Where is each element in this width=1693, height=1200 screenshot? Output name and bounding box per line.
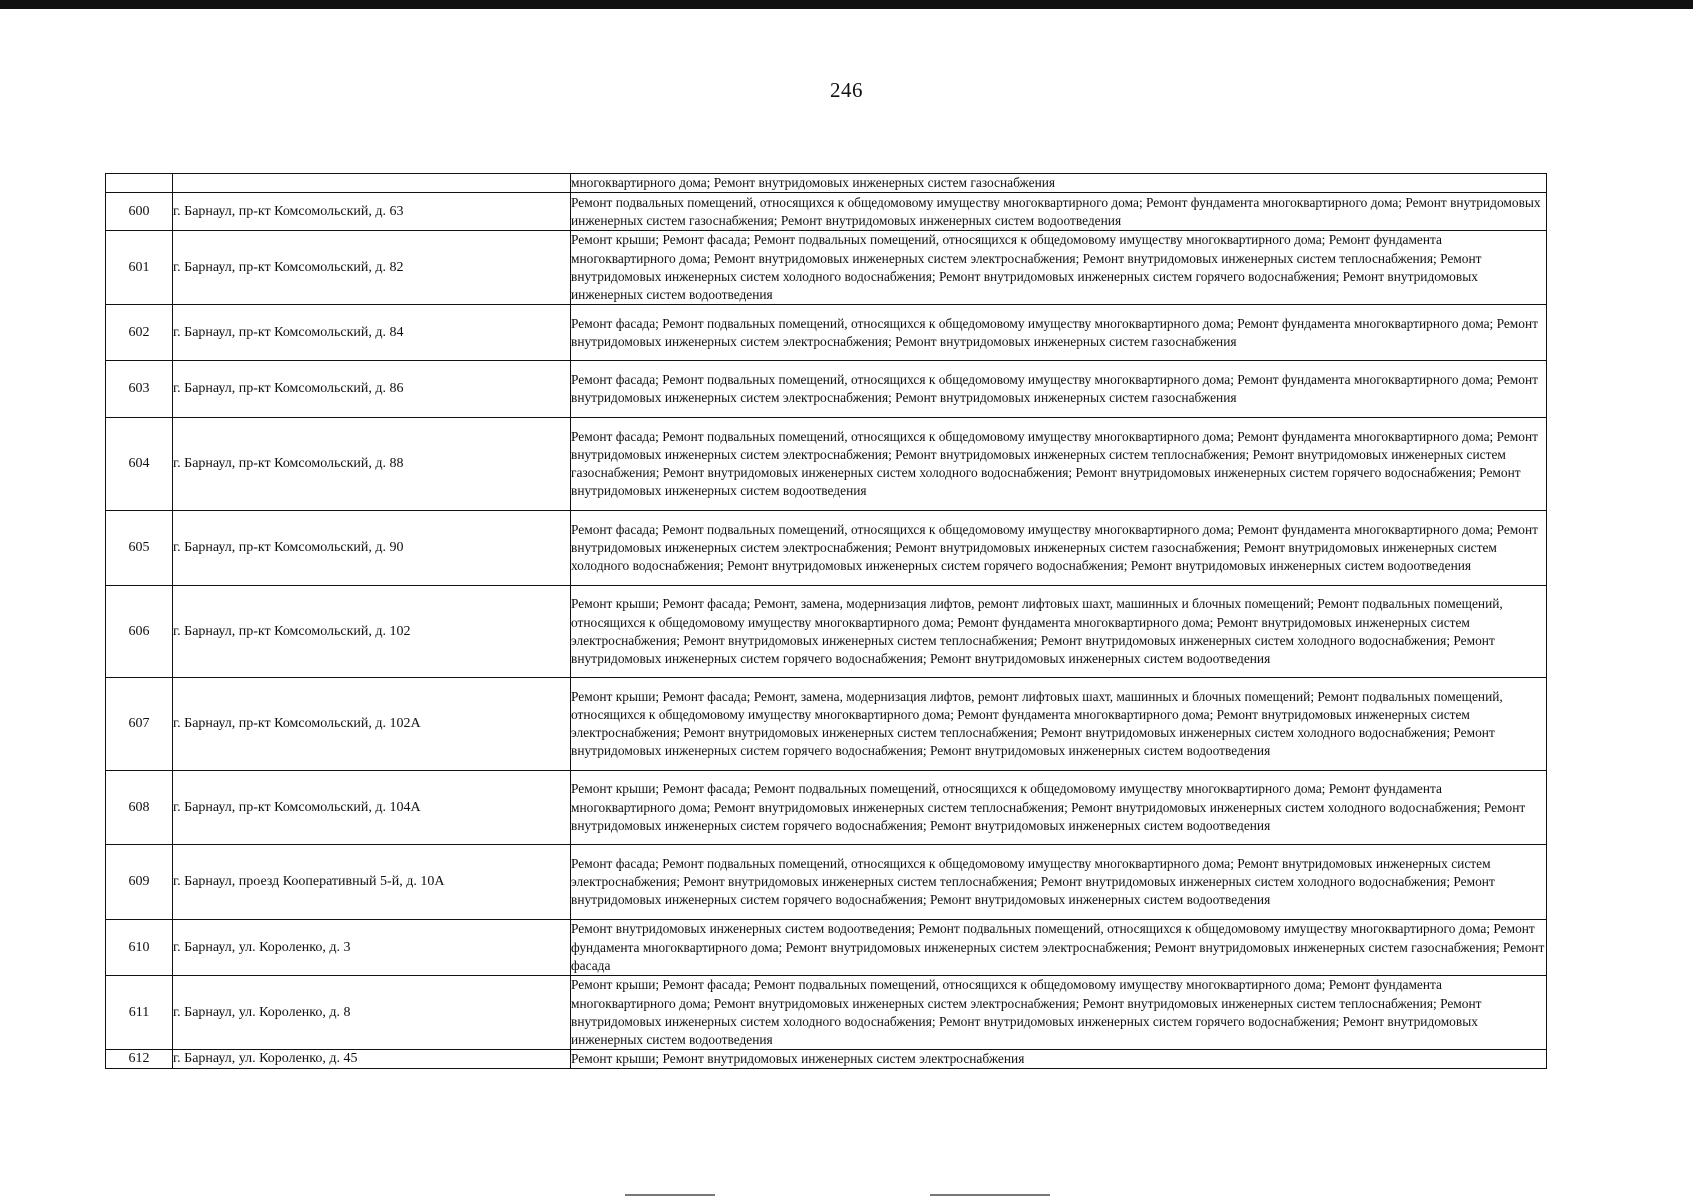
table-row [106,231,1547,305]
table-row [106,586,1547,678]
row-works: Ремонт крыши; Ремонт фасада; Ремонт, замена, модернизация лифтов, ремонт лифтовых шахт, машинных и блочных помещений; Ремонт подвальных помещений, относящихся к общедомовому имуществу многоквартирного дома; Ремонт фундамента многоквартирного дома; Ремонт внутридомовых инженерных систем электроснабжения; Ремонт внутридомовых инженерных систем теплоснабжения; Ремонт внутридомовых инженерных систем холодного водоснабжения; Ремонт внутридомовых инженерных систем горячего водоснабжения; Ремонт внутридомовых инженерных систем водоотведения [571,678,1547,771]
page-number: 246 [830,78,863,102]
row-number: 608 [106,771,173,845]
row-number: 612 [106,1050,173,1069]
row-number: 605 [106,511,173,586]
row-number: 602 [106,305,173,361]
row-works: Ремонт крыши; Ремонт фасада; Ремонт подвальных помещений, относящихся к общедомовому имуществу многоквартирного дома; Ремонт фундамента многоквартирного дома; Ремонт внутридомовых инженерных систем теплоснабжения; Ремонт внутридомовых инженерных систем холодного водоснабжения; Ремонт внутридомовых инженерных систем горячего водоснабжения; Ремонт внутридомовых инженерных систем водоотведения [571,771,1547,845]
row-address: г. Барнаул, ул. Короленко, д. 8 [173,976,571,1050]
row-works: Ремонт крыши; Ремонт фасада; Ремонт подвальных помещений, относящихся к общедомовому имуществу многоквартирного дома; Ремонт фундамента многоквартирного дома; Ремонт внутридомовых инженерных систем электроснабжения; Ремонт внутридомовых инженерных систем теплоснабжения; Ремонт внутридомовых инженерных систем холодного водоснабжения; Ремонт внутридомовых инженерных систем горячего водоснабжения; Ремонт внутридомовых инженерных систем водоотведения [571,976,1547,1050]
row-number: 611 [106,976,173,1050]
repair-works-table [105,173,1547,1069]
table-row [106,418,1547,511]
row-works: Ремонт фасада; Ремонт подвальных помещений, относящихся к общедомовому имуществу многоквартирного дома; Ремонт фундамента многоквартирного дома; Ремонт внутридомовых инженерных систем электроснабжения; Ремонт внутридомовых инженерных систем теплоснабжения; Ремонт внутридомовых инженерных систем газоснабжения; Ремонт внутридомовых инженерных систем холодного водоснабжения; Ремонт внутридомовых инженерных систем горячего водоснабжения; Ремонт внутридомовых инженерных систем водоотведения [571,418,1547,511]
row-number: 600 [106,193,173,231]
row-works: Ремонт внутридомовых инженерных систем водоотведения; Ремонт подвальных помещений, относящихся к общедомовому имуществу многоквартирного дома; Ремонт фундамента многоквартирного дома; Ремонт внутридомовых инженерных систем электроснабжения; Ремонт внутридомовых инженерных систем газоснабжения; Ремонт фасада [571,920,1547,976]
table-row [106,845,1547,920]
row-works: Ремонт фасада; Ремонт подвальных помещений, относящихся к общедомовому имуществу многоквартирного дома; Ремонт фундамента многоквартирного дома; Ремонт внутридомовых инженерных систем электроснабжения; Ремонт внутридомовых инженерных систем газоснабжения; Ремонт внутридомовых инженерных систем холодного водоснабжения; Ремонт внутридомовых инженерных систем горячего водоснабжения; Ремонт внутридомовых инженерных систем водоотведения [571,511,1547,586]
table-row [106,511,1547,586]
table-row [106,920,1547,976]
row-address: г. Барнаул, проезд Кооперативный 5-й, д. 10А [173,845,571,920]
row-number: 601 [106,231,173,305]
table-row [106,771,1547,845]
row-works: Ремонт крыши; Ремонт фасада; Ремонт, замена, модернизация лифтов, ремонт лифтовых шахт, машинных и блочных помещений; Ремонт подвальных помещений, относящихся к общедомовому имуществу многоквартирного дома; Ремонт фундамента многоквартирного дома; Ремонт внутридомовых инженерных систем электроснабжения; Ремонт внутридомовых инженерных систем теплоснабжения; Ремонт внутридомовых инженерных систем холодного водоснабжения; Ремонт внутридомовых инженерных систем горячего водоснабжения; Ремонт внутридомовых инженерных систем водоотведения [571,586,1547,678]
row-number [106,174,173,193]
row-works: Ремонт крыши; Ремонт внутридомовых инженерных систем электроснабжения [571,1050,1547,1069]
scan-mark [930,1194,1050,1196]
row-works: Ремонт фасада; Ремонт подвальных помещений, относящихся к общедомовому имуществу многоквартирного дома; Ремонт внутридомовых инженерных систем электроснабжения; Ремонт внутридомовых инженерных систем теплоснабжения; Ремонт внутридомовых инженерных систем холодного водоснабжения; Ремонт внутридомовых инженерных систем горячего водоснабжения; Ремонт внутридомовых инженерных систем водоотведения [571,845,1547,920]
row-address: г. Барнаул, пр-кт Комсомольский, д. 102А [173,678,571,771]
table-row [106,361,1547,418]
row-address [173,174,571,193]
row-address: г. Барнаул, пр-кт Комсомольский, д. 86 [173,361,571,418]
row-works: Ремонт фасада; Ремонт подвальных помещений, относящихся к общедомовому имуществу многоквартирного дома; Ремонт фундамента многоквартирного дома; Ремонт внутридомовых инженерных систем электроснабжения; Ремонт внутридомовых инженерных систем газоснабжения [571,305,1547,361]
row-address: г. Барнаул, ул. Короленко, д. 45 [173,1050,571,1069]
row-address: г. Барнаул, пр-кт Комсомольский, д. 102 [173,586,571,678]
row-number: 609 [106,845,173,920]
row-number: 606 [106,586,173,678]
table-row [106,678,1547,771]
table-row [106,305,1547,361]
row-works: Ремонт фасада; Ремонт подвальных помещений, относящихся к общедомовому имуществу многоквартирного дома; Ремонт фундамента многоквартирного дома; Ремонт внутридомовых инженерных систем электроснабжения; Ремонт внутридомовых инженерных систем газоснабжения [571,361,1547,418]
row-works: Ремонт подвальных помещений, относящихся к общедомовому имуществу многоквартирного дома; Ремонт фундамента многоквартирного дома; Ремонт внутридомовых инженерных систем газоснабжения; Ремонт внутридомовых инженерных систем водоотведения [571,193,1547,231]
row-number: 604 [106,418,173,511]
row-address: г. Барнаул, ул. Короленко, д. 3 [173,920,571,976]
row-works: многоквартирного дома; Ремонт внутридомовых инженерных систем газоснабжения [571,174,1547,193]
row-address: г. Барнаул, пр-кт Комсомольский, д. 84 [173,305,571,361]
row-address: г. Барнаул, пр-кт Комсомольский, д. 104А [173,771,571,845]
row-address: г. Барнаул, пр-кт Комсомольский, д. 82 [173,231,571,305]
row-works: Ремонт крыши; Ремонт фасада; Ремонт подвальных помещений, относящихся к общедомовому имуществу многоквартирного дома; Ремонт фундамента многоквартирного дома; Ремонт внутридомовых инженерных систем электроснабжения; Ремонт внутридомовых инженерных систем теплоснабжения; Ремонт внутридомовых инженерных систем холодного водоснабжения; Ремонт внутридомовых инженерных систем горячего водоснабжения; Ремонт внутридомовых инженерных систем водоотведения [571,231,1547,305]
row-number: 610 [106,920,173,976]
row-number: 607 [106,678,173,771]
row-address: г. Барнаул, пр-кт Комсомольский, д. 90 [173,511,571,586]
row-number: 603 [106,361,173,418]
row-address: г. Барнаул, пр-кт Комсомольский, д. 88 [173,418,571,511]
table-row [106,174,1547,193]
table-row [106,1050,1547,1069]
table-body [106,174,1547,1069]
scan-mark [625,1194,715,1196]
table-row [106,193,1547,231]
table-row [106,976,1547,1050]
row-address: г. Барнаул, пр-кт Комсомольский, д. 63 [173,193,571,231]
page-top-border [0,0,1693,9]
